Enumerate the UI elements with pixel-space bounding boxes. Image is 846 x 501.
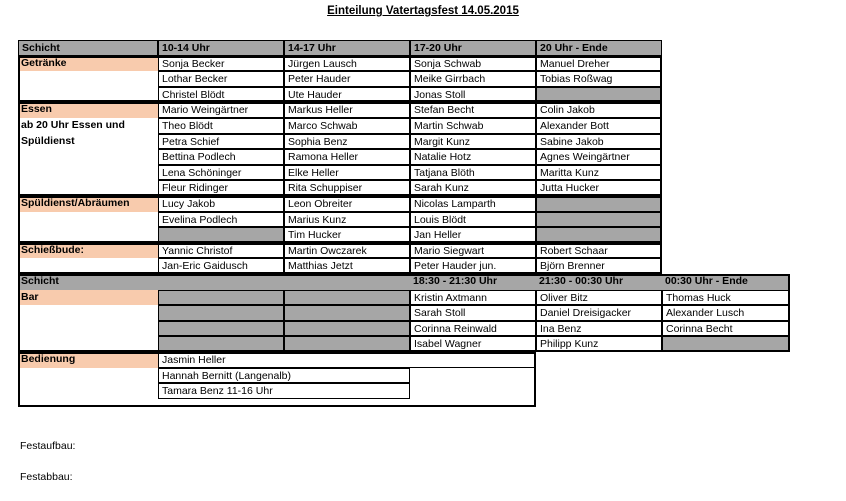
festaufbau-label: Festaufbau: bbox=[20, 440, 76, 452]
name-cell: Stefan Becht bbox=[410, 102, 536, 118]
name-cell: Philipp Kunz bbox=[536, 336, 662, 352]
empty-cell bbox=[284, 321, 410, 337]
name-cell bbox=[536, 227, 662, 243]
name-cell: Bettina Podlech bbox=[158, 149, 284, 165]
name-cell: Theo Blödt bbox=[158, 118, 284, 134]
name-cell: Rita Schuppiser bbox=[284, 180, 410, 196]
name-cell: Sonja Becker bbox=[158, 56, 284, 72]
header-cell: 14-17 Uhr bbox=[284, 40, 410, 56]
section-label: Bar bbox=[18, 290, 158, 306]
section-label: Schießbude: bbox=[18, 243, 158, 259]
name-cell: Tatjana Blöth bbox=[410, 165, 536, 181]
empty-cell bbox=[284, 336, 410, 352]
name-cell: Alexander Lusch bbox=[662, 305, 790, 321]
name-cell: Sonja Schwab bbox=[410, 56, 536, 72]
section-label: Getränke bbox=[18, 56, 158, 72]
header-cell: 17-20 Uhr bbox=[410, 40, 536, 56]
name-cell: Tim Hucker bbox=[284, 227, 410, 243]
name-cell: Fleur Ridinger bbox=[158, 180, 284, 196]
name-cell: Petra Schief bbox=[158, 134, 284, 150]
name-cell: Matthias Jetzt bbox=[284, 258, 410, 274]
name-cell: Hannah Bernitt (Langenalb) bbox=[158, 368, 410, 384]
empty-cell bbox=[158, 321, 284, 337]
name-cell: Sabine Jakob bbox=[536, 134, 662, 150]
header-cell: Schicht bbox=[18, 40, 158, 56]
name-cell: Leon Obreiter bbox=[284, 196, 410, 212]
name-cell: Corinna Reinwald bbox=[410, 321, 536, 337]
name-cell: Isabel Wagner bbox=[410, 336, 536, 352]
section-label: Bedienung bbox=[18, 352, 158, 368]
header-cell bbox=[158, 274, 410, 290]
name-cell: Peter Hauder jun. bbox=[410, 258, 536, 274]
name-cell: Martin Schwab bbox=[410, 118, 536, 134]
empty-cell bbox=[284, 290, 410, 306]
name-cell: Marco Schwab bbox=[284, 118, 410, 134]
name-cell: Daniel Dreisigacker bbox=[536, 305, 662, 321]
name-cell: Ute Hauder bbox=[284, 87, 410, 103]
name-cell: Meike Girrbach bbox=[410, 71, 536, 87]
name-cell: Nicolas Lamparth bbox=[410, 196, 536, 212]
name-cell: Tobias Roßwag bbox=[536, 71, 662, 87]
name-cell: Colin Jakob bbox=[536, 102, 662, 118]
name-cell: Jan Heller bbox=[410, 227, 536, 243]
header-cell: 18:30 - 21:30 Uhr bbox=[410, 274, 536, 290]
header-cell: 10-14 Uhr bbox=[158, 40, 284, 56]
name-cell bbox=[158, 227, 284, 243]
section-note: ab 20 Uhr Essen und bbox=[21, 119, 125, 131]
name-cell: Jürgen Lausch bbox=[284, 56, 410, 72]
name-cell: Martin Owczarek bbox=[284, 243, 410, 259]
name-cell: Sophia Benz bbox=[284, 134, 410, 150]
section-label: Essen bbox=[18, 102, 158, 118]
name-cell: Corinna Becht bbox=[662, 321, 790, 337]
name-cell: Maritta Kunz bbox=[536, 165, 662, 181]
section-label: Spüldienst/Abräumen bbox=[18, 196, 158, 212]
name-cell bbox=[536, 87, 662, 103]
name-cell: Agnes Weingärtner bbox=[536, 149, 662, 165]
name-cell: Ina Benz bbox=[536, 321, 662, 337]
name-cell: Yannic Christof bbox=[158, 243, 284, 259]
name-cell bbox=[662, 336, 790, 352]
name-cell: Kristin Axtmann bbox=[410, 290, 536, 306]
name-cell: Björn Brenner bbox=[536, 258, 662, 274]
name-cell bbox=[536, 196, 662, 212]
name-cell: Sarah Stoll bbox=[410, 305, 536, 321]
name-cell: Ramona Heller bbox=[284, 149, 410, 165]
name-cell: Tamara Benz 11-16 Uhr bbox=[158, 383, 410, 399]
festabbau-label: Festabbau: bbox=[20, 471, 73, 483]
header-cell: 20 Uhr - Ende bbox=[536, 40, 662, 56]
name-cell: Louis Blödt bbox=[410, 212, 536, 228]
empty-cell bbox=[158, 336, 284, 352]
name-cell: Lena Schöninger bbox=[158, 165, 284, 181]
page-title: Einteilung Vatertagsfest 14.05.2015 bbox=[327, 5, 519, 17]
empty-cell bbox=[284, 305, 410, 321]
name-cell: Jasmin Heller bbox=[158, 352, 536, 368]
header-cell: Schicht bbox=[18, 274, 158, 290]
name-cell: Evelina Podlech bbox=[158, 212, 284, 228]
name-cell: Sarah Kunz bbox=[410, 180, 536, 196]
name-cell: Natalie Hotz bbox=[410, 149, 536, 165]
name-cell: Oliver Bitz bbox=[536, 290, 662, 306]
name-cell: Markus Heller bbox=[284, 102, 410, 118]
name-cell: Mario Siegwart bbox=[410, 243, 536, 259]
name-cell: Christel Blödt bbox=[158, 87, 284, 103]
empty-cell bbox=[158, 305, 284, 321]
name-cell: Marius Kunz bbox=[284, 212, 410, 228]
name-cell: Margit Kunz bbox=[410, 134, 536, 150]
name-cell: Lothar Becker bbox=[158, 71, 284, 87]
name-cell: Robert Schaar bbox=[536, 243, 662, 259]
empty-cell bbox=[158, 290, 284, 306]
name-cell: Jutta Hucker bbox=[536, 180, 662, 196]
header-cell: 00:30 Uhr - Ende bbox=[662, 274, 790, 290]
section-note: Spüldienst bbox=[21, 134, 75, 147]
name-cell bbox=[536, 212, 662, 228]
name-cell: Mario Weingärtner bbox=[158, 102, 284, 118]
name-cell: Elke Heller bbox=[284, 165, 410, 181]
name-cell: Jan-Eric Gaidusch bbox=[158, 258, 284, 274]
name-cell: Thomas Huck bbox=[662, 290, 790, 306]
name-cell: Peter Hauder bbox=[284, 71, 410, 87]
header-cell: 21:30 - 00:30 Uhr bbox=[536, 274, 662, 290]
name-cell: Lucy Jakob bbox=[158, 196, 284, 212]
name-cell: Jonas Stoll bbox=[410, 87, 536, 103]
name-cell: Manuel Dreher bbox=[536, 56, 662, 72]
name-cell: Alexander Bott bbox=[536, 118, 662, 134]
